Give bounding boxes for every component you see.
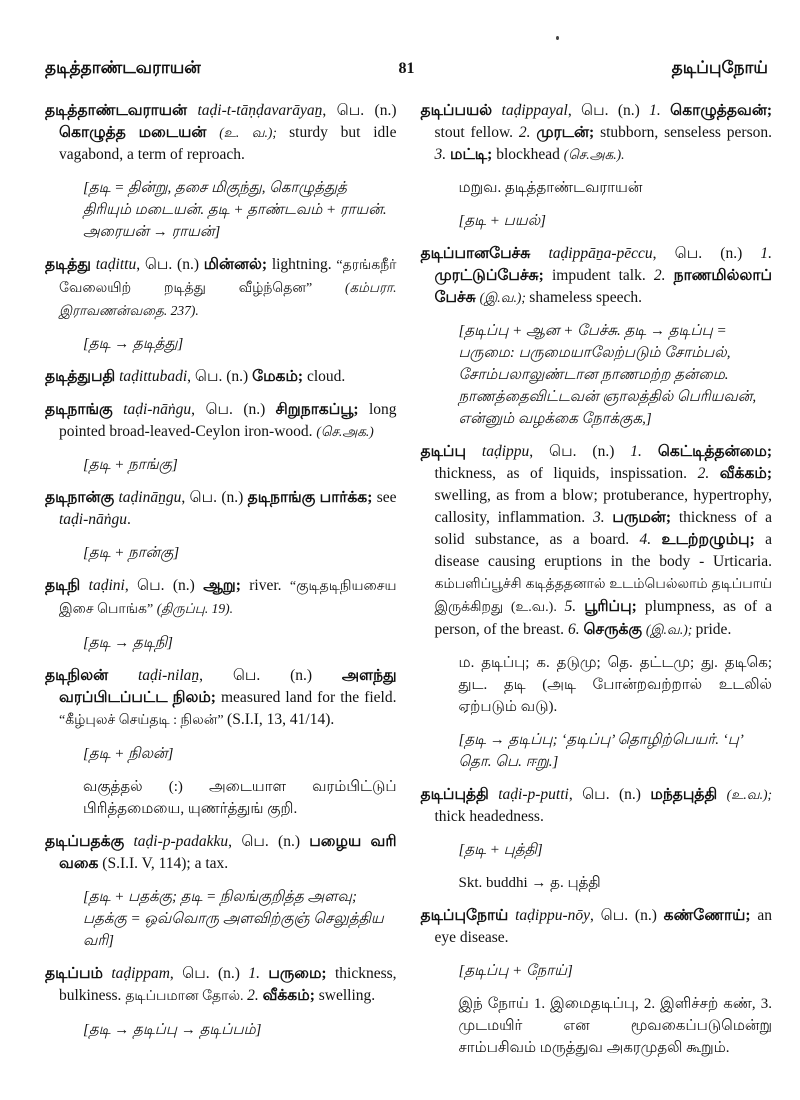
text-run: வீக்கம்; <box>719 465 773 482</box>
text-run: [தடி + பதக்கு; தடி = நிலங்குறித்த அளவு; பதக்கு = ஒவ்வொரு அளவிற்குஞ் செலுத்திய வரி] <box>83 889 384 949</box>
text-run: [தடி → தடிநி] <box>83 635 174 651</box>
text-run: [தடி + நான்கு] <box>83 545 180 561</box>
text-run: தடிநி <box>45 577 89 594</box>
text-run: taḍippu <box>481 443 530 460</box>
etymology-note <box>83 886 397 952</box>
text-run: measured land for the field. <box>221 689 397 706</box>
usage-note <box>459 872 773 894</box>
text-run: , பெ. (n.) <box>529 443 631 460</box>
text-run: stubborn, senseless person. <box>600 124 772 141</box>
text-run: taḍippayal <box>501 102 568 119</box>
text-run: மந்தபுத்தி <box>650 786 727 803</box>
etymology-note <box>459 839 773 861</box>
text-run: , பெ. (n.) <box>652 245 761 262</box>
text-run: நாணமில்லாப் பேச்சு <box>434 267 773 306</box>
text-run: தடிநான்கு <box>45 489 119 506</box>
text-run: கெட்டித்தன்மை; <box>657 443 772 460</box>
text-run: a disease causing eruptions in the body - Urticaria. <box>434 531 772 570</box>
text-run: , பெ. (n.) <box>191 401 276 418</box>
text-run: 5. <box>564 598 585 615</box>
text-run: taḍi-p-putti <box>498 786 569 803</box>
text-run: 2. <box>518 124 537 141</box>
text-run: , பெ. (n.) <box>181 489 248 506</box>
text-run: தடிப்பதக்கு <box>45 833 134 850</box>
text-run: தடிப்புத்தி <box>420 786 499 803</box>
text-run: பூரிப்பு; <box>584 598 645 615</box>
text-run: 1. <box>630 443 658 460</box>
text-run: taḍi-t-tāṇḍavarāyaṉ <box>197 102 323 119</box>
text-run: முரட்டுப்பேச்சு; <box>434 267 552 284</box>
text-run: , பெ. (n.) <box>568 786 651 803</box>
etymology-note <box>83 177 397 243</box>
text-run: 6. <box>567 621 584 638</box>
text-run: (S.I.I, 13, 41/14). <box>227 711 335 728</box>
text-run: an eye disease. <box>434 907 773 946</box>
column <box>45 100 397 1052</box>
text-run: மின்னல்; <box>203 256 272 273</box>
text-run: (கம்பரா. இராவணன்வதை. 237). <box>59 280 397 318</box>
text-run: , பெ. (n.) <box>228 833 310 850</box>
text-run: shameless speech. <box>529 289 643 306</box>
text-run: lightning. <box>271 256 337 273</box>
etymology-note <box>83 743 397 765</box>
text-run: [தடி + பயல்] <box>458 213 546 229</box>
text-run: கொழுத்த மடையன் <box>59 124 220 141</box>
dictionary-entry <box>45 575 397 621</box>
text-run: கம்பளிப்பூச்சி கடித்ததனால் உடம்பெல்லாம் தடிப்பாய் இருக்கிறது (உ.வ.). <box>434 577 772 615</box>
text-run: , பெ. (n.) <box>322 102 397 119</box>
text-run: “கீழ்புலச் செய்தடி : நிலன்” <box>59 713 228 728</box>
text-run: (S.I.I. V, 114); a tax. <box>102 855 229 872</box>
text-run: ம. தடிப்பு; க. தடுமு; தெ. தட்டமு; து. தடிகெ; துட. தடி (அடி போன்றவற்றால் உடலில் ஏற்படும் வடு). <box>458 655 772 715</box>
dictionary-entry <box>45 831 397 875</box>
text-run: (இ.வ.); <box>479 290 530 305</box>
text-run: blockhead <box>496 146 564 163</box>
text-run: தடிப்பயல் <box>420 102 502 119</box>
text-run: sturdy but idle vagabond, a term of reproach. <box>59 124 397 163</box>
text-run: மறுவ. தடித்தாண்டவராயன் <box>458 180 643 196</box>
usage-note <box>459 993 773 1059</box>
text-run: தடிநாங்கு பார்க்க; <box>247 489 377 506</box>
text-run: தடித்து <box>45 256 96 273</box>
text-run: , பெ. (n.) <box>590 907 664 924</box>
dictionary-entry <box>421 905 773 949</box>
dictionary-entry <box>45 665 397 732</box>
text-run: 4. <box>639 531 662 548</box>
text-run: taḍippāṉa-pēccu <box>548 245 653 262</box>
text-run: அளந்து வரப்பிடப்பட்ட நிலம்; <box>59 667 397 706</box>
text-run: உடற்றழும்பு; <box>661 531 766 548</box>
text-run: கண்ணோய்; <box>663 907 758 924</box>
text-run: மட்டி; <box>450 146 497 163</box>
text-run: பருமன்; <box>612 509 679 526</box>
dictionary-entry <box>45 254 397 322</box>
etymology-note <box>83 632 397 654</box>
etymology-note <box>83 542 397 564</box>
text-run: (உ.வ.); <box>726 787 773 802</box>
text-run: 3. <box>434 146 450 163</box>
text-run: [தடிப்பு + நோய்] <box>458 963 573 979</box>
text-run: “தரங்கநீர் வேலையிற் றடித்து வீழ்ந்தென” <box>59 258 397 296</box>
dictionary-entry <box>45 399 397 443</box>
text-run: swelling, as from a blow; protuberance, hypertrophy, callosity, inflammation. <box>434 487 772 526</box>
text-run: தடிநிலன் <box>45 667 138 684</box>
text-run: , பெ. (n.) <box>136 256 204 273</box>
text-run: [தடி → தடித்து] <box>83 336 184 352</box>
text-run: taḍittubadi <box>119 368 188 385</box>
text-run: taḍi-nilaṉ <box>138 667 200 684</box>
text-run: taḍi-nāṅgu <box>123 401 192 418</box>
text-run: வகுத்தல் (:) அடையாள வரம்பிட்டுப் பிரித்தமையை, யுணர்த்துங் குறி. <box>83 779 397 817</box>
text-run: 1. <box>649 102 671 119</box>
text-run: see <box>376 489 397 506</box>
text-run: வீக்கம்; <box>262 987 319 1004</box>
text-run: , பெ. (n.) <box>199 667 342 684</box>
etymology-note <box>459 960 773 982</box>
text-run: taḍippam <box>111 965 170 982</box>
text-run: stout fellow. <box>434 124 519 141</box>
text-run: பருமை; <box>268 965 335 982</box>
text-run: pride. <box>695 621 732 638</box>
text-run: thick headedness. <box>434 808 544 825</box>
dictionary-entry <box>421 243 773 309</box>
text-run: [தடி + நாங்கு] <box>83 457 178 473</box>
text-run: taḍi-nāṅgu <box>59 511 128 528</box>
usage-note <box>83 776 397 820</box>
text-run: river. <box>249 577 290 594</box>
text-run: ஆறு; <box>203 577 250 594</box>
running-header <box>45 58 768 80</box>
text-run: taḍi-p-padakku <box>133 833 229 850</box>
text-run: சிறுநாகப்பூ; <box>275 401 369 418</box>
text-run: (திருப்பு. 19). <box>156 601 233 616</box>
dictionary-entry <box>421 441 773 641</box>
dictionary-entry <box>45 366 397 388</box>
columns <box>45 100 772 1070</box>
page-number: 81 <box>398 60 415 77</box>
running-head-left: தடித்தாண்டவராயன் <box>45 58 201 77</box>
column <box>421 100 773 1070</box>
text-run: 1. <box>248 965 269 982</box>
text-run: [தடி + புத்தி] <box>458 842 543 858</box>
text-run: 2. <box>697 465 720 482</box>
text-run: , பெ. (n.) <box>187 368 253 385</box>
dictionary-entry <box>421 100 773 166</box>
text-run: taḍināṉgu <box>118 489 182 506</box>
text-run: 3. <box>592 509 613 526</box>
text-run: impudent talk. <box>551 267 654 284</box>
text-run: தடித்தாண்டவராயன் <box>45 102 198 119</box>
text-run: taḍippu-nōy <box>515 907 591 924</box>
text-run: [தடி → தடிப்பு; ‘தடிப்பு’ தொழிற்பெயர். ‘பு’ தொ. பெ. ஈறு.] <box>458 732 744 770</box>
print-artifact-dot <box>556 36 559 40</box>
text-run: swelling. <box>318 987 376 1004</box>
text-run: 2. <box>247 987 263 1004</box>
text-run: கொழுத்தவன்; <box>670 102 773 119</box>
text-run: , பெ. (n.) <box>169 965 249 982</box>
text-run: (இ.வ.); <box>645 622 696 637</box>
text-run: தடித்துபதி <box>45 368 120 385</box>
dictionary-entry <box>421 784 773 828</box>
usage-note <box>459 177 773 199</box>
text-run: செருக்கு <box>583 621 646 638</box>
etymology-note <box>459 729 773 773</box>
text-run: மேகம்; <box>252 368 307 385</box>
dictionary-entry <box>45 963 397 1008</box>
text-run: [தடி = தின்று, தசை மிகுந்து, கொழுத்துத் திரியும் மடையன். தடி + தாண்டவம் + ராயன். அரையன் → ராயன்] <box>83 180 387 240</box>
text-run: தடிப்பம் <box>45 965 112 982</box>
text-run: (செ.அக.). <box>563 147 625 162</box>
text-run: . <box>127 511 131 528</box>
etymology-note <box>83 1019 397 1041</box>
etymology-note <box>83 333 397 355</box>
text-run: Skt. buddhi → த. புத்தி <box>458 875 601 891</box>
text-run: இந் நோய் 1. இமைதடிப்பு, 2. இளிச்சற் கண், 3. முடமயிர் என மூவகைப்படுமென்று சாம்பசிவம் மருத்துவ அகரமுதலி கூறும். <box>458 996 772 1056</box>
text-run: , பெ. (n.) <box>124 577 204 594</box>
text-run: தடிப்பமான தோல். <box>125 989 248 1004</box>
dictionary-entry <box>45 100 397 166</box>
text-run: , பெ. (n.) <box>567 102 650 119</box>
text-run: [தடி + நிலன்] <box>83 746 174 762</box>
text-run: தடிநாங்கு <box>45 401 124 418</box>
usage-note <box>459 652 773 718</box>
text-run: [தடிப்பு + ஆன + பேச்சு. தடி → தடிப்பு = பருமை: பருமையாலேற்படும் சோம்பல், சோம்பலாலுண்டான நாணமற்ற தன்மை. நாணத்தைவிட்டவன் ஞாலத்தில் பெரியவன், என்னும் வழக்கை நோக்குக,] <box>458 323 757 427</box>
text-run: தடிப்புநோய் <box>420 907 516 924</box>
text-run: தடிப்பு <box>420 443 482 460</box>
text-run: thickness of a solid substance, as a board. <box>434 509 772 548</box>
text-run: 2. <box>653 267 674 284</box>
text-run: “குடிதடிநியசைய இசை பொங்க” <box>59 579 397 617</box>
text-run: முரடன்; <box>536 124 601 141</box>
etymology-note <box>459 320 773 430</box>
etymology-note <box>459 210 773 232</box>
text-run: taḍittu <box>95 256 137 273</box>
text-run: cloud. <box>306 368 346 385</box>
etymology-note <box>83 454 397 476</box>
text-run: [தடி → தடிப்பு → தடிப்பம்] <box>83 1022 262 1038</box>
text-run: plumpness, as of a person, of the breast. <box>434 598 773 638</box>
text-run: (உ. வ.); <box>219 125 290 140</box>
running-head-right: தடிப்புநோய் <box>671 58 768 77</box>
text-run: தடிப்பானபேச்சு <box>420 245 549 262</box>
text-run: thickness, as of liquids, inspissation. <box>434 465 698 482</box>
text-run: thickness, bulkiness. <box>59 965 397 1004</box>
dictionary-entry <box>45 487 397 531</box>
text-run: taḍini <box>88 577 125 594</box>
text-run: long pointed broad-leaved-Ceylon iron-wood. <box>59 401 397 440</box>
text-run: (செ.அக.) <box>316 424 374 439</box>
text-run: பழைய வரி வகை <box>59 833 397 872</box>
text-run: 1. <box>760 245 772 262</box>
